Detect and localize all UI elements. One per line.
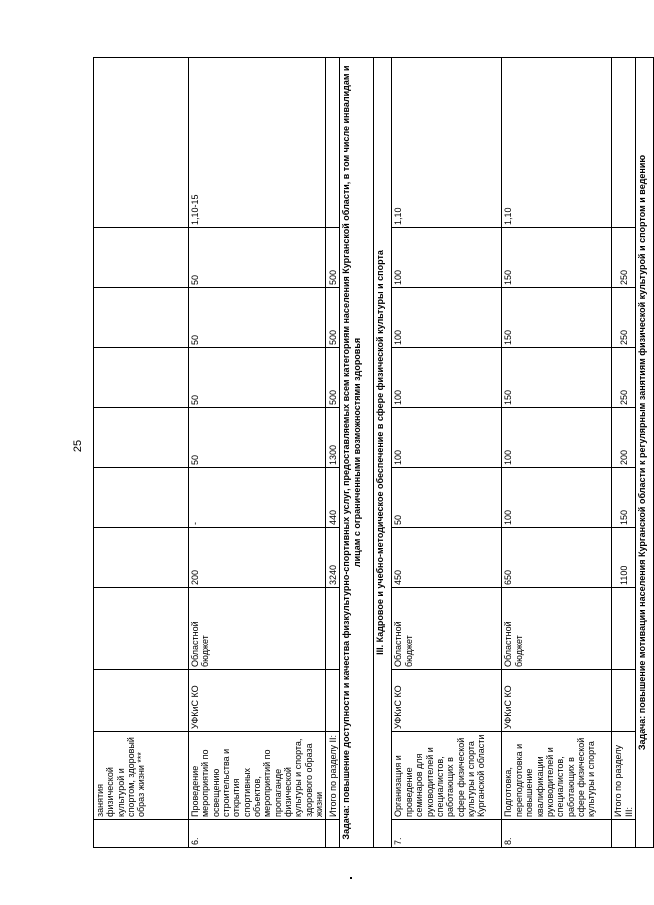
row-number: 8.: [502, 820, 612, 848]
table-row: [502, 58, 612, 848]
table-row: [94, 58, 189, 848]
total-cell: 650: [502, 528, 612, 588]
page-number: 25: [72, 439, 84, 453]
year-cell: 100: [502, 408, 612, 468]
table-cell: [326, 670, 340, 732]
total-cell: 450: [392, 528, 502, 588]
scan-speck: [350, 877, 352, 879]
table-cell: [326, 58, 340, 228]
table-row: [189, 58, 326, 848]
total-cell: 3240: [326, 528, 340, 588]
activity-name-cell: Проведение мероприятий по освещению строительства и открытия спортивных объектов, мероприятий по пропаганде физической культуры и спорта, здорового образа жизни: [189, 732, 326, 820]
year-cell: 100: [502, 468, 612, 528]
task-row: [340, 58, 374, 848]
activity-name-cell: Подготовка, переподготовка и повышение квалификации руководителей и специалистов, работающих в сфере физической культуры и спорта: [502, 732, 612, 820]
year-cell: 100: [392, 288, 502, 348]
indicator-cell: 1,10: [392, 58, 502, 228]
year-cell: 150: [502, 288, 612, 348]
row-number: 6.: [189, 820, 326, 848]
section-total-row: [326, 58, 340, 848]
task-heading: Задача: повышение доступности и качества физкультурно-спортивных услуг, предоставляемых всем категориям населения Курганской области, в том числе инвалидам и лицам с ограниченными возможностями здоровья: [340, 58, 374, 848]
table-cell: [94, 820, 189, 848]
section-heading: III. Кадровое и учебно-методическое обеспечение в сфере физической культуры и спорта: [374, 58, 392, 848]
activity-name-cell: Организация и проведение семинаров для руководителей и специалистов, работающих в сфере физической культуры и спорта Курганской области: [392, 732, 502, 820]
table-cell: [612, 670, 636, 732]
task-row: [636, 58, 654, 848]
year-cell: 500: [326, 288, 340, 348]
table-cell: [94, 228, 189, 288]
year-cell: 150: [502, 348, 612, 408]
year-cell: 500: [326, 228, 340, 288]
year-cell: 440: [326, 468, 340, 528]
table-cell: [612, 588, 636, 670]
year-cell: 500: [326, 348, 340, 408]
funding-source-cell: Областной бюджет: [189, 588, 326, 670]
indicator-cell: 1,10: [502, 58, 612, 228]
activity-name-cell: занятия физической культурой и спортом, здоровый образ жизни ***: [94, 732, 189, 820]
rotated-table-container: [93, 58, 648, 848]
funding-source-cell: Областной бюджет: [392, 588, 502, 670]
year-cell: 50: [189, 408, 326, 468]
year-cell: 200: [612, 408, 636, 468]
table-cell: [612, 820, 636, 848]
total-cell: 1100: [612, 528, 636, 588]
section-heading-row: [374, 58, 392, 848]
total-label: Итого по разделу II:: [326, 732, 340, 820]
year-cell: 50: [392, 468, 502, 528]
table-cell: [94, 670, 189, 732]
year-cell: 250: [612, 228, 636, 288]
total-cell: 200: [189, 528, 326, 588]
year-cell: 50: [189, 348, 326, 408]
table-cell: [94, 468, 189, 528]
year-cell: 50: [189, 228, 326, 288]
indicator-cell: 1,10-15: [189, 58, 326, 228]
program-activities-table: [93, 57, 654, 848]
year-cell: 150: [612, 468, 636, 528]
table-cell: [94, 408, 189, 468]
table-cell: [94, 288, 189, 348]
table-cell: [326, 588, 340, 670]
table-cell: [612, 58, 636, 228]
table-cell: [94, 348, 189, 408]
year-cell: 250: [612, 288, 636, 348]
year-cell: 1300: [326, 408, 340, 468]
section-total-row: [612, 58, 636, 848]
task-heading: Задача: повышение мотивации населения Курганской области к регулярным занятиям физической культурой и спортом и ведению: [636, 58, 654, 848]
year-cell: 250: [612, 348, 636, 408]
funding-source-cell: Областной бюджет: [502, 588, 612, 670]
table-cell: [94, 588, 189, 670]
executor-cell: УФКиС КО: [392, 670, 502, 732]
year-cell: 50: [189, 288, 326, 348]
year-cell: -: [189, 468, 326, 528]
year-cell: 100: [392, 348, 502, 408]
executor-cell: УФКиС КО: [502, 670, 612, 732]
year-cell: 150: [502, 228, 612, 288]
table-cell: [94, 58, 189, 228]
table-cell: [326, 820, 340, 848]
total-label: Итого по разделу III:: [612, 732, 636, 820]
table-cell: [94, 528, 189, 588]
year-cell: 100: [392, 228, 502, 288]
executor-cell: УФКиС КО: [189, 670, 326, 732]
row-number: 7.: [392, 820, 502, 848]
year-cell: 100: [392, 408, 502, 468]
table-row: [392, 58, 502, 848]
